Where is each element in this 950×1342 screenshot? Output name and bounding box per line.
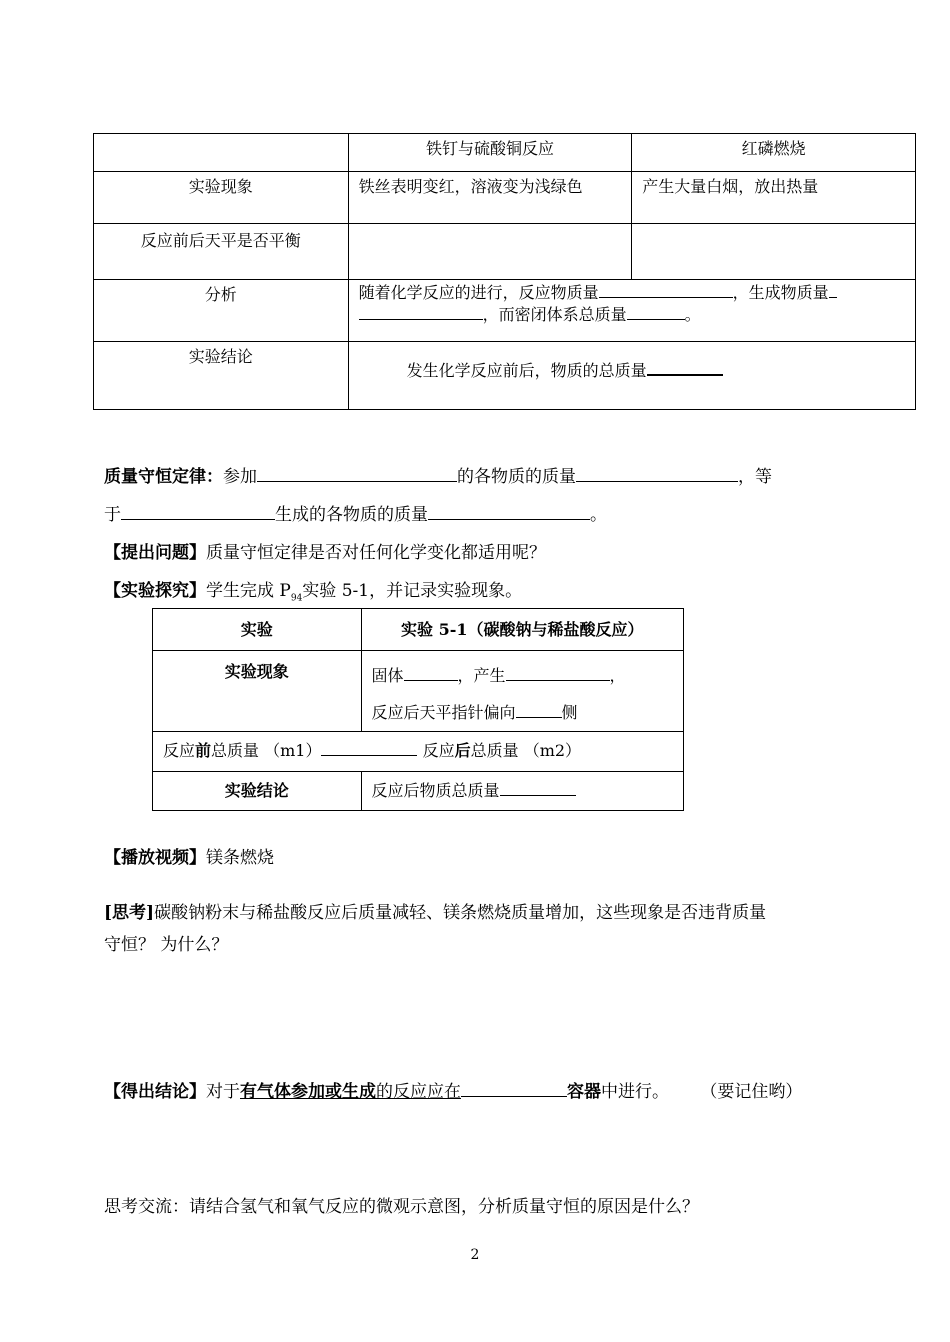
table1-row-label: 实验结论 [94,342,349,410]
conclusion-line: 【得出结论】对于有气体参加或生成的反应应在 容器中进行。 （要记住哟） [104,1082,803,1102]
blank-line [599,296,733,298]
table1-row-label: 实验现象 [94,172,349,224]
table2-mass-row: 反应前总质量 （m1） 反应后总质量 （m2） [153,732,684,772]
video-line: 【播放视频】镁条燃烧 [104,848,274,868]
blank-line [500,794,576,796]
table1-header-empty [94,134,349,172]
table2-conclusion-label: 实验结论 [153,772,362,811]
blank-line [516,716,562,718]
blank-line [829,296,837,298]
blank-line [627,318,685,320]
experiment-table-1 [93,133,916,410]
law-line-2: 于 生成的各物质的质量 。 [104,505,607,525]
table1-header-iron: 铁钉与硫酸铜反应 [348,134,632,172]
blank-line [506,679,610,681]
blank-line [647,373,723,376]
table1-row-label: 反应前后天平是否平衡 [94,224,349,280]
explore-line: 【实验探究】学生完成 $P_{94}$实验 5-1，并记录实验现象。 [104,581,523,604]
table1-cell: 铁丝表明变红，溶液变为浅绿色 [348,172,632,224]
table2-conclusion-cell: 反应后物质总质量 [361,772,683,811]
table1-header-phosphorus: 红磷燃烧 [632,134,916,172]
table1-cell [632,224,916,280]
table1-cell [348,224,632,280]
experiment-table-2 [152,608,684,811]
table1-cell: 产生大量白烟，放出热量 [632,172,916,224]
think-line-1: [思考]碳酸钠粉末与稀盐酸反应后质量减轻、镁条燃烧质量增加，这些现象是否违背质量 [104,903,767,923]
blank-line [404,679,458,681]
exchange-line: 思考交流：请结合氢气和氧气反应的微观示意图，分析质量守恒的原因是什么？ [104,1197,699,1217]
law-line-1: 质量守恒定律：参加 的各物质的质量 ，等 [104,467,772,487]
blank-line [359,318,483,320]
think-line-2: 守恒？ 为什么？ [104,935,229,955]
blank-line [576,480,738,482]
table1-conclusion-cell: 发生化学反应前后，物质的总质量 [348,342,915,410]
page-number: 2 [470,1247,480,1263]
table2-phenomenon-label: 实验现象 [153,651,362,732]
table2-header-experiment: 实验 [153,609,362,651]
blank-line [257,480,457,482]
blank-line [428,518,590,520]
question-line: 【提出问题】质量守恒定律是否对任何化学变化都适用呢？ [104,543,546,563]
blank-line [121,518,275,520]
table2-header-title: 实验 5-1（碳酸钠与稀盐酸反应） [361,609,683,651]
table1-row-label: 分析 [94,280,349,342]
table2-phenomenon-cell: 固体 ，产生 ， 反应后天平指针偏向 侧 [361,651,683,732]
blank-line [321,754,417,756]
law-title: 质量守恒定律： [104,467,223,487]
table1-analysis-cell: 随着化学反应的进行，反应物质量 ，生成物质量 ，而密闭体系总质量 。 [348,280,915,342]
blank-line [461,1095,567,1097]
